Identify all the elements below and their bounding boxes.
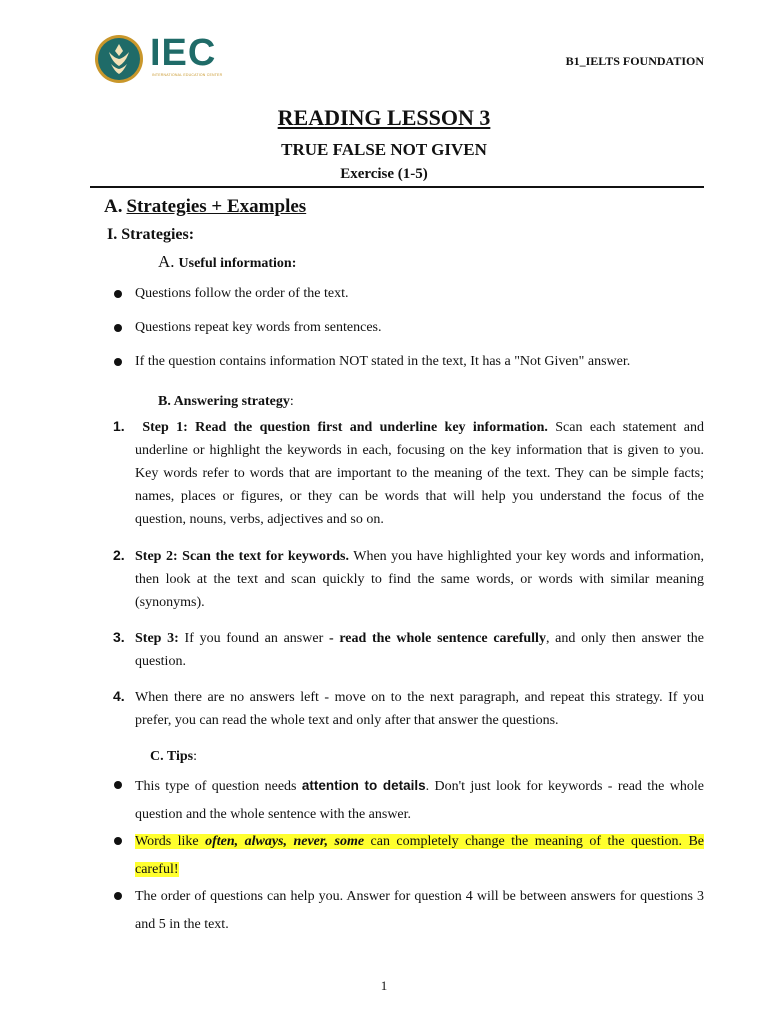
tip-2-bold-italic: often, always, never, some [205,834,365,849]
tip-1-post: . Don't just look for keywords - read the whole question and the whole sentence with the answer. [135,779,704,822]
section-a-title: Strategies + Examples [126,196,307,217]
tip-1-pre: This type of question needs [135,779,302,794]
step-number: 4. [113,688,125,704]
step-3-bold-b: - read the whole sentence carefully [328,631,546,646]
tips-colon: : [193,749,197,764]
bullet-icon [114,837,122,845]
step-3-bold: Step 3: [135,631,179,646]
useful-info-heading [158,252,296,272]
useful-item: If the question contains information NOT stated in the text, It has a "Not Given" answer. [135,354,631,369]
page-subtitle: TRUE FALSE NOT GIVEN [281,140,487,159]
course-label: B1_IELTS FOUNDATION [565,54,704,68]
answering-strategy-colon: : [289,394,294,409]
answering-strategy-heading [158,394,294,410]
page-number: 1 [380,978,388,993]
step-4-text: When there are no answers left - move on to the next paragraph, and repeat this strategy. If you prefer, you can read the whole text and only after that answer the questions. [135,690,704,728]
step-number: 1. [113,418,125,434]
section-a-label: A. [104,196,123,217]
tip-1-bold: attention to details [301,778,426,793]
step-2-bold: Step 2: Scan the text for keywords. [135,549,349,564]
useful-item: Questions repeat key words from sentences. [135,320,382,335]
iec-logo [94,32,223,85]
step-3-body-a: If you found an answer [178,631,329,646]
section-a-heading [104,196,306,218]
bullet-icon [114,324,122,332]
exercise-label: Exercise (1-5) [340,166,428,182]
step-number: 3. [113,629,125,645]
useful-item: Questions follow the order of the text. [135,286,349,301]
tip-item [135,828,704,884]
step-2-text [135,545,704,614]
step-number: 2. [113,547,125,563]
tip-item [135,772,704,829]
bullet-icon [114,781,122,789]
section-i-heading: I. Strategies: [107,226,195,243]
step-1-body: Scan each statement and underline or highlight the keywords in each, focusing on the key information that is given to you. Key words refer to words that are important to the meaning of the text. They can be simple facts; names, places or figures, or they can be words that will help you understand the focus of the question, nouns, verbs, adjectives and so on. [135,420,704,527]
tips-heading [150,749,197,765]
tip-2-post: can completely change the meaning of the question. Be careful! [135,834,704,877]
step-2-body: When you have highlighted your key words and information, then look at the text and scan quickly to find the same words, or words with similar meaning (synonyms). [135,549,704,610]
step-3-text [135,627,704,673]
bullet-icon [114,290,122,298]
logo-tagline: INTERNATIONAL EDUCATION CENTER [152,73,223,77]
step-1-bold: Step 1: Read the question first and underline key information. [142,420,548,435]
tip-item: The order of questions can help you. Answer for question 4 will be between answers for questions 3 and 5 in the text. [135,889,704,932]
step-1-text [135,416,704,531]
logo-text: IEC [150,32,217,74]
bullet-icon [114,892,122,900]
page-title: READING LESSON 3 [277,105,491,130]
tips-label: C. Tips [150,749,194,764]
header-divider [90,186,704,188]
step-3-body-b: , and only then answer the question. [135,631,704,669]
useful-info-title: Useful information: [178,256,297,271]
answering-strategy-label: B. Answering strategy [158,394,290,409]
useful-info-letter: A. [158,252,175,271]
bullet-icon [114,358,122,366]
logo-emblem-icon [94,34,144,84]
tip-2-pre: Words like [135,834,206,849]
